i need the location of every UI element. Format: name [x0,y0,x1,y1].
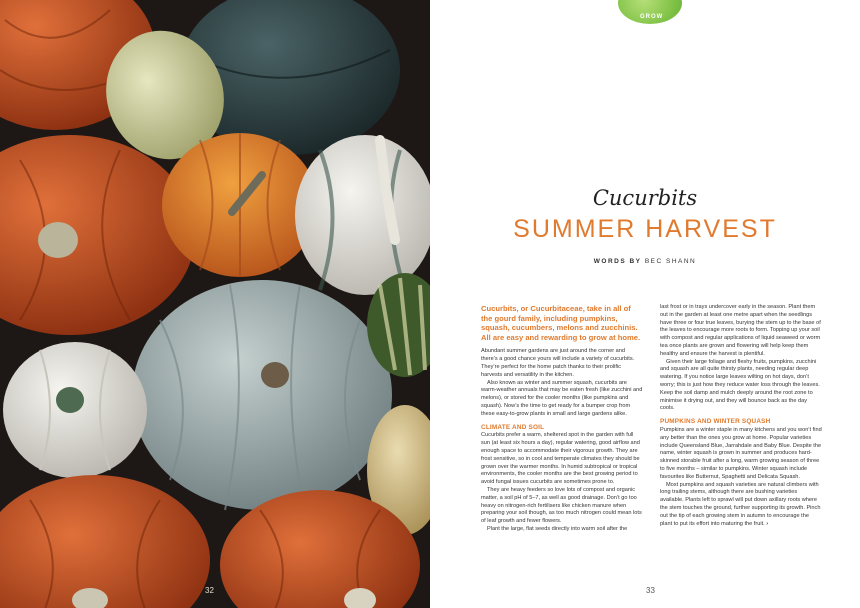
article-title: SUMMER HARVEST [513,215,777,243]
body-paragraph: Given their large foliage and fleshy fruits, pumpkins, zucchini and squash are all quite thirsty plants, needing regular deep watering. If you notice large leaves wilting on hot days, don’t worry; this is just how they reduce water loss through the leaves. Keep the soil damp and mulch deeply around the root zone to minimise it drying out, and they will bounce back as the day cools. [660,358,820,412]
section-tab-label: GROW [640,14,664,20]
article-column-2 [660,304,822,528]
body-paragraph-text: Most pumpkins and squash varieties are natural climbers with long trailing stems, although there are bushing varieties available. Plants left to sprawl will put down axillary roots where the stem touches the ground, further supporting its growth. Pinch out the tip of each growing stem in autumn to encourage the plant to put its effort into maturing the fruit. [660,481,821,527]
body-paragraph: Also known as winter and summer squash, cucurbits are warm-weather annuals that may be eaten fresh (like zucchini and melons), or stored for the cooler months (like pumpkins and squash). Now’s the time to get ready for a bumper crop from these easy-to-grow plants in small and large gardens alike. [481,379,643,417]
byline-author: BEC SHANN [644,258,697,265]
body-paragraph: Cucurbits prefer a warm, sheltered spot in the garden with full sun (at least six hours a day), regular watering, good airflow and enough space to accommodate their vigorous growth. They are frost sensitive, so in cool and temperate climates they should be grown over the warmer months. In humid subtropical or tropical environments, the cooler months are the best growing period to avoid fungal issues cucurbits are sometimes prone to. [481,432,640,486]
article-lead: Cucurbits, or Cucurbitaceae, take in all of the gourd family, including pumpkins, squash, cucumbers, melons and zucchinis. All are easy and rewarding to grow at home. [481,304,641,342]
body-paragraph: Plant the large, flat seeds directly into warm soil after the [487,525,628,532]
body-paragraph: They are heavy feeders so love lots of compost and organic matter, a soil pH of 5–7, as well as good drainage. Don’t go too heavy on nitrogen-rich fertilisers like chicken manure when preparing your soil though, as too much nitrogen could mean lots of leaf growth and fewer flowers. [481,486,642,525]
byline [430,258,860,265]
section-tab-badge [618,0,682,24]
page-number-left: 32 [205,586,214,595]
subheading-climate: CLIMATE AND SOIL [481,423,545,431]
continue-arrow-icon: › [766,520,769,527]
body-paragraph [660,482,822,529]
body-paragraph: last frost or in trays undercover early in the season. Plant them out in the garden at least one metre apart when the seedlings have three or four true leaves, burying the stem up to the base of the leaves to encourage more roots to form. Topping up your soil with compost and regular applications of liquid seaweed or worm tea once plants are grown and flowering will help keep them healthy and ensure the harvest is plentiful. [660,304,821,357]
article-page [430,0,860,608]
body-paragraph: Abundant summer gardens are just around the corner and there’s a good chance yours will include a variety of cucurbits. They’re perfect for the home patch thanks to their prolific harvests and versatility in the kitchen. [481,348,635,378]
article-column-1 [481,304,643,534]
byline-prefix: WORDS BY [593,258,642,265]
body-paragraph: Pumpkins are a winter staple in many kitchens and you won’t find any better than the ones you grow at home. Popular varieties include Queensland Blue, Jarrahdale and Baby Blue. Despite the name, winter squash is grown in summer and produces hard-skinned storable fruit after a long, warm growing season of three to five months – similar to pumpkins. Winter squash include favourites like Butternut, Spaghetti and Delicata Squash. [660,426,822,480]
page-number-right: 33 [646,586,655,595]
subheading-pumpkins: PUMPKINS AND WINTER SQUASH [660,418,771,426]
article-kicker: Cucurbits [592,186,698,210]
